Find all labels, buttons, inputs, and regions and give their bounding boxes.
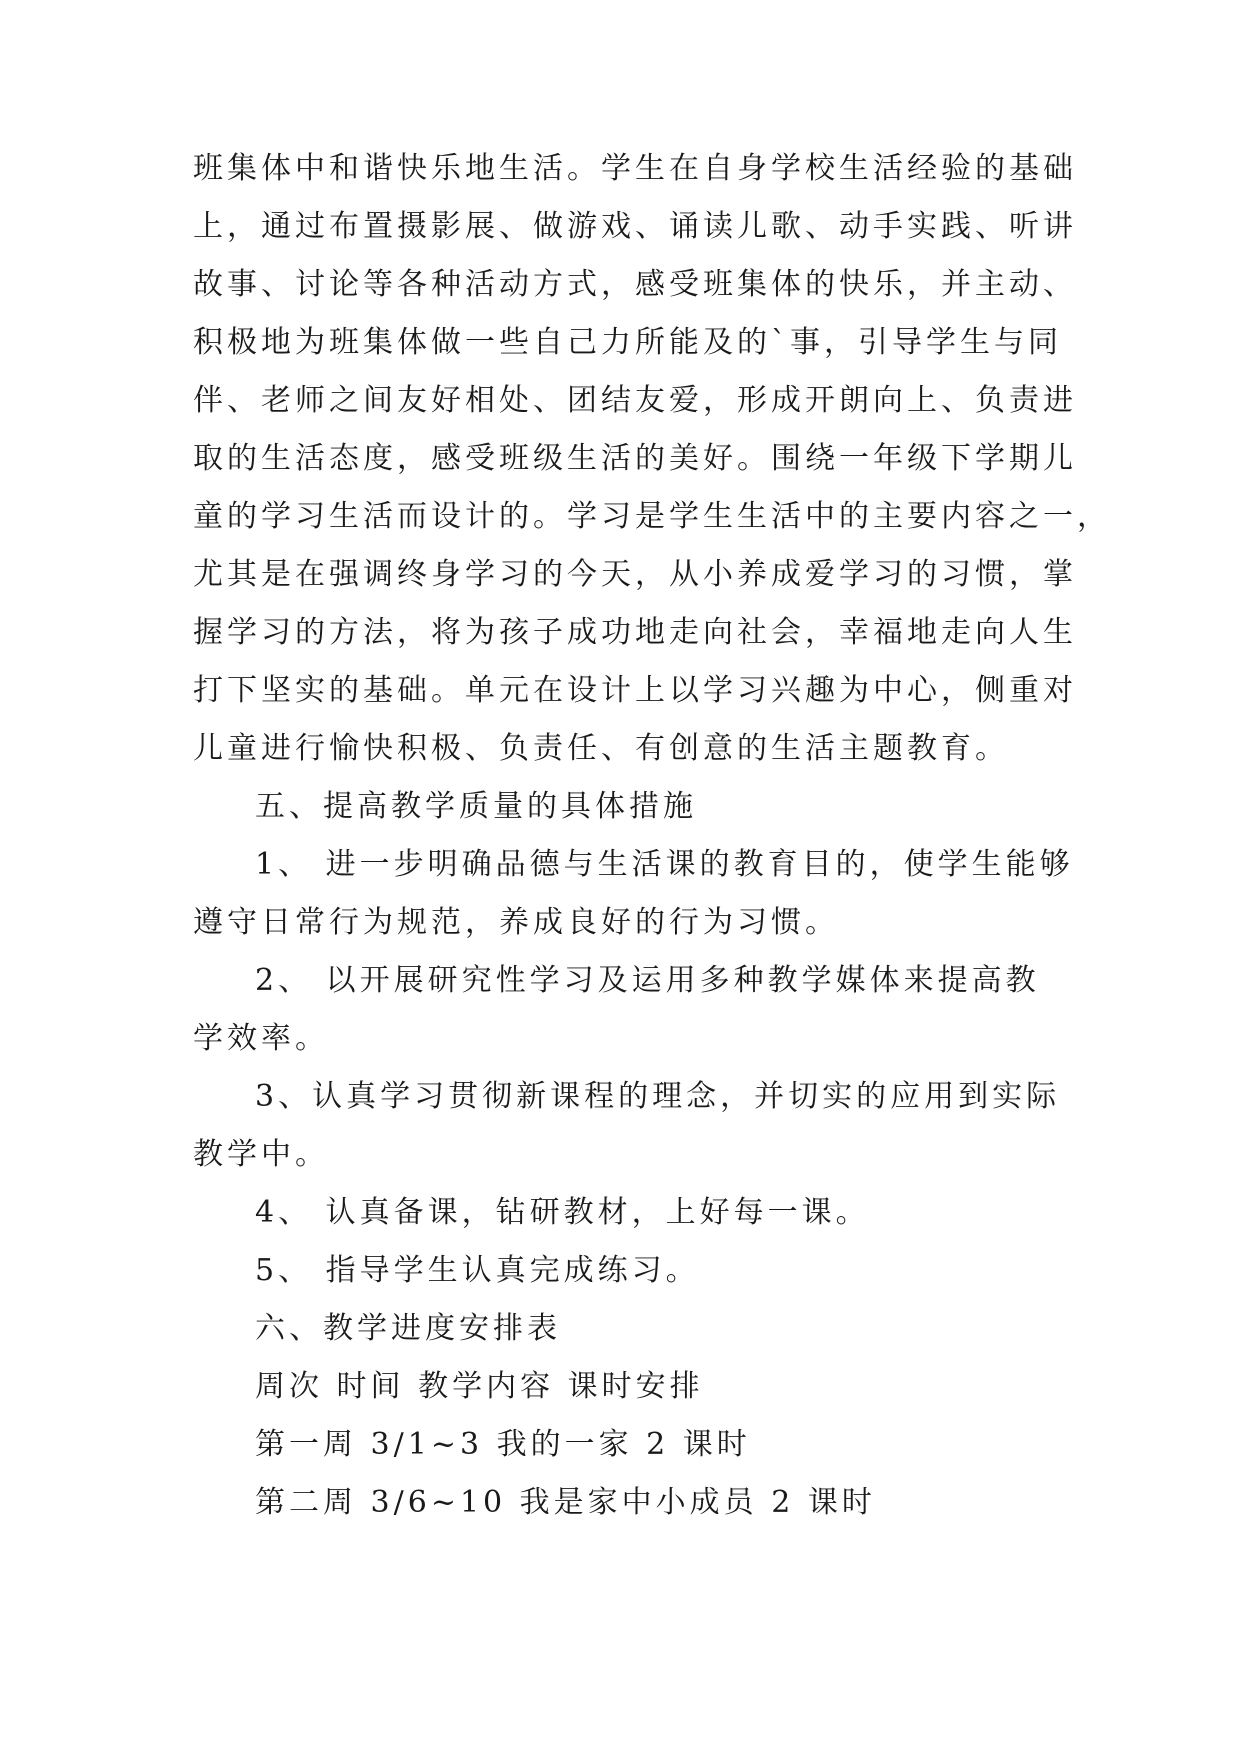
paragraph-line: 取的生活态度，感受班级生活的美好。围绕一年级下学期儿 xyxy=(193,441,1077,476)
list-item-continuation: 遵守日常行为规范，养成良好的行为习惯。 xyxy=(193,905,839,940)
paragraph-line: 伴、老师之间友好相处、团结友爱，形成开朗向上、负责进 xyxy=(193,383,1077,418)
paragraph-line: 上，通过布置摄影展、做游戏、诵读儿歌、动手实践、听讲 xyxy=(193,209,1077,244)
list-item: 2、 以开展研究性学习及运用多种教学媒体来提高教 xyxy=(255,963,1040,998)
section-heading: 六、教学进度安排表 xyxy=(255,1311,561,1346)
list-item: 3、认真学习贯彻新课程的理念，并切实的应用到实际 xyxy=(255,1079,1061,1114)
list-item-continuation: 教学中。 xyxy=(193,1137,329,1172)
paragraph-line: 故事、讨论等各种活动方式，感受班集体的快乐，并主动、 xyxy=(193,267,1077,302)
paragraph-line: 握学习的方法，将为孩子成功地走向社会，幸福地走向人生 xyxy=(193,615,1077,650)
list-item: 4、 认真备课，钻研教材，上好每一课。 xyxy=(255,1195,870,1230)
schedule-row: 第二周 3/6~10 我是家中小成员 2 课时 xyxy=(255,1485,876,1520)
list-item-continuation: 学效率。 xyxy=(193,1021,329,1056)
schedule-header-row: 周次 时间 教学内容 课时安排 xyxy=(255,1369,704,1404)
schedule-row: 第一周 3/1~3 我的一家 2 课时 xyxy=(255,1427,751,1462)
paragraph-line: 童的学习生活而设计的。学习是学生生活中的主要内容之一， xyxy=(193,499,1111,534)
list-item: 5、 指导学生认真完成练习。 xyxy=(255,1253,700,1288)
section-heading: 五、提高教学质量的具体措施 xyxy=(255,789,697,824)
paragraph-line: 班集体中和谐快乐地生活。学生在自身学校生活经验的基础 xyxy=(193,151,1077,186)
paragraph-line: 打下坚实的基础。单元在设计上以学习兴趣为中心，侧重对 xyxy=(193,673,1077,708)
paragraph-line: 积极地为班集体做一些自己力所能及的`事，引导学生与同 xyxy=(193,325,1062,360)
paragraph-line: 儿童进行愉快积极、负责任、有创意的生活主题教育。 xyxy=(193,731,1009,766)
list-item: 1、 进一步明确品德与生活课的教育目的，使学生能够 xyxy=(255,847,1074,882)
paragraph-line: 尤其是在强调终身学习的今天，从小养成爱学习的习惯，掌 xyxy=(193,557,1077,592)
